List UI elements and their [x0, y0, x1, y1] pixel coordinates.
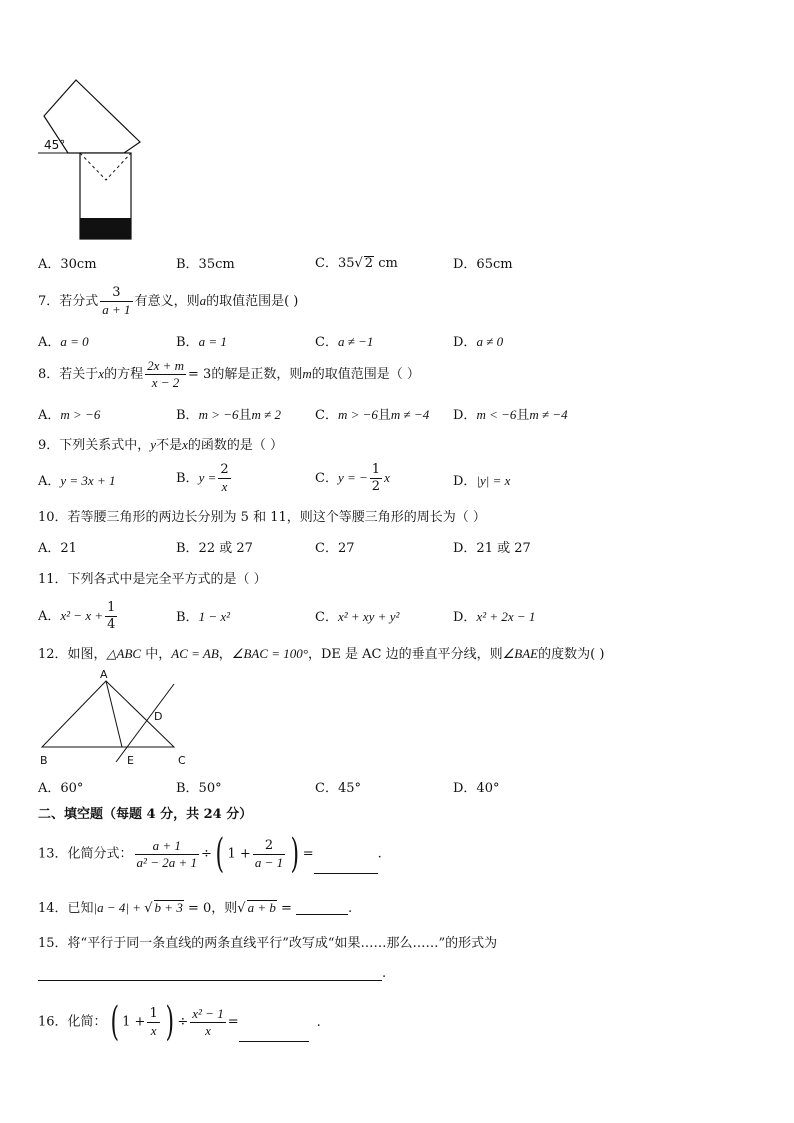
q7-mid: 有意义，则 — [134, 294, 200, 309]
q11-option-a: A．x² − x + $\frac{1}{4}$ — [38, 600, 116, 632]
q7-option-d: D．a ≠ 0 — [453, 334, 504, 350]
q6-option-d: D．65cm — [453, 257, 513, 272]
q8-fraction: $\frac{2x + m}{x - 2}$ — [147, 358, 185, 390]
q15-answer-blank[interactable] — [38, 964, 382, 981]
q12-label-a: A — [100, 668, 108, 681]
q6-figure — [36, 70, 146, 245]
q7-stem — [38, 285, 298, 318]
q7-option-a: A．a = 0 — [38, 334, 89, 350]
q12-label-e: E — [127, 754, 134, 767]
q8-option-c: C．m > −6且m ≠ −4 — [315, 407, 430, 423]
q7-num: 3 — [100, 285, 132, 302]
q9-stem: 9．下列关系式中，y不是x的函数的是（ ） — [38, 437, 283, 453]
q12-option-d: D．40° — [453, 781, 500, 796]
q15-answer-line — [38, 964, 386, 981]
q7-post: 的取值范围是( ) — [206, 294, 299, 309]
q12-option-a: A．60° — [38, 781, 84, 796]
q11-option-b: B．1 − x² — [176, 609, 231, 625]
q7-option-b: B．a = 1 — [176, 334, 227, 350]
section-heading-fill-in: 二、填空题（每题 4 分，共 24 分） — [38, 807, 253, 822]
q10-stem: 10．若等腰三角形的两边长分别为 5 和 11，则这个等腰三角形的周长为（ ） — [38, 510, 486, 525]
q7-fraction — [100, 285, 132, 318]
q6-option-b: B．35cm — [176, 257, 235, 272]
q8-option-a: A．m > −6 — [38, 407, 101, 423]
q16-answer-blank[interactable] — [239, 1021, 309, 1042]
q12-label-d: D — [154, 710, 163, 723]
q12-figure — [36, 668, 196, 770]
q6-option-c-root: 2 — [364, 256, 374, 271]
q13-stem: 13．化简分式： $\frac{a + 1}{\text{a² − 2a + 1}}$ ÷( 1 + $\frac{2}{a - 1}$ ) = . — [38, 831, 382, 877]
q12-label-c: C — [178, 754, 186, 767]
q12-segment-ae — [106, 681, 122, 747]
q7-var: a — [199, 293, 207, 308]
q12-option-c: C．45° — [315, 781, 361, 796]
q6-angle-label: 45° — [44, 138, 66, 152]
q7-option-c: C．a ≠ −1 — [315, 334, 374, 350]
q10-option-d: D．21 或 27 — [453, 541, 531, 556]
q11-option-d: D．x² + 2x − 1 — [453, 609, 536, 625]
q7-den: a + 1 — [102, 302, 131, 317]
q14-stem: 14．已知|a − 4| + √ b + 3 = 0，则√ a + b = . — [38, 900, 353, 916]
q6-option-c: C．35√ 2 cm — [315, 256, 398, 271]
q15-end: . — [382, 966, 387, 981]
q7-pre: 7．若分式 — [38, 294, 99, 309]
q12-option-b: B．50° — [176, 781, 222, 796]
q9-option-d: D．|y| = x — [453, 473, 511, 489]
q9-option-b: B．y = $\frac{2}{x}$ — [176, 462, 229, 494]
q11-option-c: C．x² + xy + y² — [315, 609, 400, 625]
q8-stem: 8．若关于x的方程 $\frac{2x + m}{x - 2}$ = 3的解是正数，则m的取值范围是（ ） — [38, 358, 420, 390]
q14-answer-blank[interactable] — [296, 900, 348, 915]
q12-label-b: B — [40, 754, 48, 767]
q11-stem: 11．下列各式中是完全平方式的是（ ） — [38, 572, 267, 587]
q10-option-b: B．22 或 27 — [176, 541, 253, 556]
q13-answer-blank[interactable] — [314, 853, 378, 874]
q10-option-a: A．21 — [38, 541, 77, 556]
q8-option-d: D．m < −6且m ≠ −4 — [453, 407, 568, 423]
q10-option-c: C．27 — [315, 541, 355, 556]
q6-option-c-coef: C．35 — [315, 256, 355, 271]
q12-perpendicular-bisector — [116, 684, 174, 762]
q15-stem: 15．将“平行于同一条直线的两条直线平行”改写成“如果……那么……”的形式为 — [38, 936, 498, 951]
q12-stem: 12．如图，△ABC 中，AC = AB，∠BAC = 100°，DE 是 AC 边的垂直平分线，则∠BAE的度数为( ) — [38, 646, 605, 662]
q9-option-a: A．y = 3x + 1 — [38, 473, 116, 489]
q16-stem: 16．化简：( 1 + $\frac{1}{x}$ ) ÷ $\frac{\text{x² − 1}}{x}$ = . — [38, 999, 321, 1045]
q9-option-c: C．y = − $\frac{1}{2}$ x — [315, 462, 390, 494]
q6-option-c-unit: cm — [374, 256, 398, 271]
q6-cup-bottom — [80, 218, 131, 239]
q8-option-b: B．m > −6且m ≠ 2 — [176, 407, 282, 423]
q6-option-a: A．30cm — [38, 257, 97, 272]
